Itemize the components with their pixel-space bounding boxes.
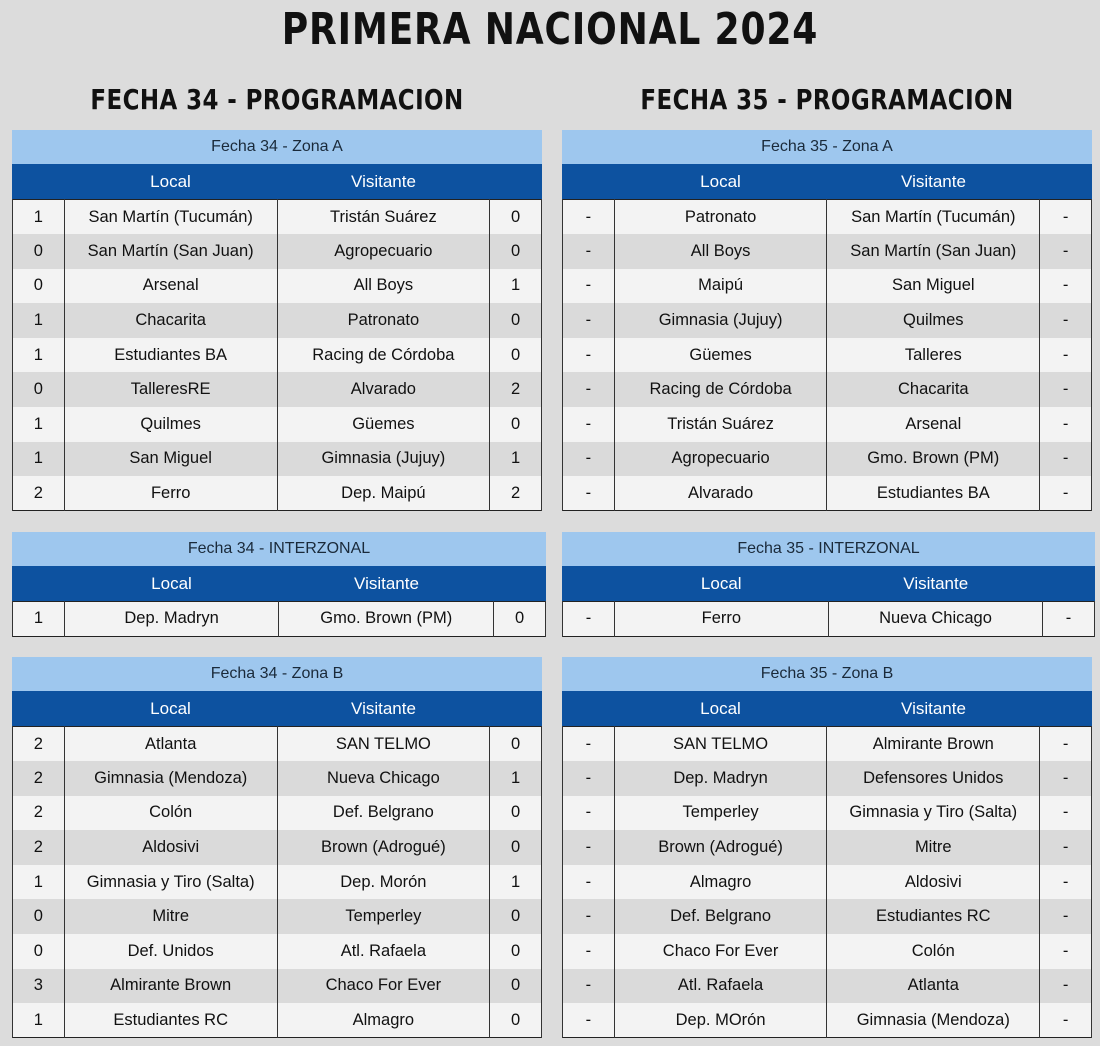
- visiting-team: Racing de Córdoba: [277, 338, 490, 373]
- match-row: [13, 865, 542, 900]
- visiting-team: San Martín (San Juan): [827, 234, 1040, 269]
- match-row: [563, 796, 1092, 831]
- fecha-34-heading: FECHA 34 - PROGRAMACION: [90, 83, 464, 116]
- away-score: 0: [490, 796, 542, 831]
- match-row: [13, 796, 542, 831]
- home-score: 0: [13, 269, 65, 304]
- home-score: -: [563, 372, 615, 407]
- fecha-35-interzonal: [562, 532, 1095, 637]
- away-score: -: [1040, 200, 1092, 235]
- visiting-team: Gmo. Brown (PM): [279, 602, 494, 637]
- home-score: 2: [13, 796, 65, 831]
- home-score: 1: [13, 442, 65, 477]
- home-score: 0: [13, 372, 65, 407]
- match-row: [563, 899, 1092, 934]
- local-team: Estudiantes RC: [64, 1003, 277, 1038]
- away-score: -: [1040, 934, 1092, 969]
- away-score: -: [1040, 761, 1092, 796]
- home-score: -: [563, 407, 615, 442]
- visiting-team: Brown (Adrogué): [277, 830, 490, 865]
- local-team: Racing de Córdoba: [614, 372, 827, 407]
- away-score: 1: [490, 761, 542, 796]
- visitante-column-label: Visitante: [901, 698, 966, 718]
- local-team: Def. Unidos: [64, 934, 277, 969]
- local-team: Dep. MOrón: [614, 1003, 827, 1038]
- local-team: Gimnasia (Jujuy): [614, 303, 827, 338]
- local-team: Quilmes: [64, 407, 277, 442]
- local-team: Colón: [64, 796, 277, 831]
- local-team: Atl. Rafaela: [614, 969, 827, 1004]
- home-score: -: [563, 899, 615, 934]
- local-column-label: Local: [700, 171, 741, 191]
- visiting-team: Tristán Suárez: [277, 200, 490, 235]
- visiting-team: Arsenal: [827, 407, 1040, 442]
- local-team: Alvarado: [614, 476, 827, 511]
- local-team: Temperley: [614, 796, 827, 831]
- column-header: [562, 164, 1092, 199]
- match-row: [563, 200, 1092, 235]
- local-team: Gimnasia y Tiro (Salta): [64, 865, 277, 900]
- match-row: [563, 761, 1092, 796]
- visiting-team: Quilmes: [827, 303, 1040, 338]
- matches-table: [562, 601, 1095, 637]
- visiting-team: Nueva Chicago: [828, 602, 1042, 637]
- fecha-34-zona-a: [12, 130, 542, 511]
- home-score: 1: [13, 303, 65, 338]
- visiting-team: Talleres: [827, 338, 1040, 373]
- fecha-35-heading: FECHA 35 - PROGRAMACION: [640, 83, 1014, 116]
- visiting-team: Almagro: [277, 1003, 490, 1038]
- home-score: 0: [13, 899, 65, 934]
- local-team: SAN TELMO: [614, 727, 827, 762]
- match-row: [563, 830, 1092, 865]
- away-score: -: [1040, 796, 1092, 831]
- visiting-team: Nueva Chicago: [277, 761, 490, 796]
- match-row: [563, 969, 1092, 1004]
- home-score: -: [563, 338, 615, 373]
- local-team: TalleresRE: [64, 372, 277, 407]
- home-score: 2: [13, 727, 65, 762]
- away-score: -: [1040, 727, 1092, 762]
- local-team: San Martín (Tucumán): [64, 200, 277, 235]
- match-row: [13, 727, 542, 762]
- match-row: [13, 200, 542, 235]
- away-score: -: [1040, 372, 1092, 407]
- matches-table: [12, 601, 546, 637]
- away-score: 1: [490, 442, 542, 477]
- visiting-team: Alvarado: [277, 372, 490, 407]
- visiting-team: Gimnasia (Jujuy): [277, 442, 490, 477]
- match-row: [563, 865, 1092, 900]
- match-row: [563, 269, 1092, 304]
- local-team: Ferro: [614, 602, 828, 637]
- away-score: -: [1040, 899, 1092, 934]
- match-row: [563, 338, 1092, 373]
- column-header: [12, 691, 542, 726]
- zone-title: Fecha 34 - INTERZONAL: [12, 532, 546, 566]
- match-row: [13, 1003, 542, 1038]
- home-score: -: [563, 200, 615, 235]
- home-score: -: [563, 442, 615, 477]
- match-row: [563, 407, 1092, 442]
- home-score: -: [563, 969, 615, 1004]
- local-team: Def. Belgrano: [614, 899, 827, 934]
- local-team: All Boys: [614, 234, 827, 269]
- match-row: [563, 1003, 1092, 1038]
- home-score: 1: [13, 1003, 65, 1038]
- away-score: -: [1040, 269, 1092, 304]
- matches-table: [562, 199, 1092, 511]
- matches-table: [12, 199, 542, 511]
- local-team: Maipú: [614, 269, 827, 304]
- visiting-team: Atlanta: [827, 969, 1040, 1004]
- local-team: Aldosivi: [64, 830, 277, 865]
- zone-title: Fecha 34 - Zona B: [12, 657, 542, 691]
- visitante-column-label: Visitante: [903, 573, 969, 593]
- visiting-team: Patronato: [277, 303, 490, 338]
- visiting-team: Gmo. Brown (PM): [827, 442, 1040, 477]
- local-column-label: Local: [150, 698, 191, 718]
- local-team: Estudiantes BA: [64, 338, 277, 373]
- match-row: [13, 969, 542, 1004]
- home-score: 2: [13, 476, 65, 511]
- local-team: Arsenal: [64, 269, 277, 304]
- away-score: 0: [490, 234, 542, 269]
- matches-table: [562, 726, 1092, 1038]
- home-score: 2: [13, 761, 65, 796]
- zone-title: Fecha 35 - Zona B: [562, 657, 1092, 691]
- away-score: -: [1043, 602, 1095, 637]
- away-score: 1: [490, 865, 542, 900]
- match-row: [563, 727, 1092, 762]
- visiting-team: San Miguel: [827, 269, 1040, 304]
- visitante-column-label: Visitante: [354, 573, 419, 593]
- local-column-label: Local: [151, 573, 192, 593]
- away-score: 0: [490, 934, 542, 969]
- zone-title: Fecha 34 - Zona A: [12, 130, 542, 164]
- local-team: Agropecuario: [614, 442, 827, 477]
- home-score: -: [563, 830, 615, 865]
- local-team: Gimnasia (Mendoza): [64, 761, 277, 796]
- local-column-label: Local: [700, 573, 742, 593]
- home-score: -: [563, 602, 615, 637]
- visiting-team: Agropecuario: [277, 234, 490, 269]
- visiting-team: Dep. Morón: [277, 865, 490, 900]
- home-score: -: [563, 796, 615, 831]
- away-score: -: [1040, 830, 1092, 865]
- page-title: PRIMERA NACIONAL 2024: [281, 4, 819, 55]
- match-row: [13, 269, 542, 304]
- local-team: Patronato: [614, 200, 827, 235]
- match-row: [13, 899, 542, 934]
- visiting-team: SAN TELMO: [277, 727, 490, 762]
- visiting-team: Estudiantes BA: [827, 476, 1040, 511]
- away-score: 0: [490, 338, 542, 373]
- visiting-team: Aldosivi: [827, 865, 1040, 900]
- match-row: [13, 442, 542, 477]
- column-header: [12, 164, 542, 199]
- visiting-team: All Boys: [277, 269, 490, 304]
- local-team: Ferro: [64, 476, 277, 511]
- home-score: 0: [13, 234, 65, 269]
- home-score: 1: [13, 407, 65, 442]
- match-row: [563, 476, 1092, 511]
- local-column-label: Local: [700, 698, 741, 718]
- match-row: [563, 442, 1092, 477]
- away-score: 2: [490, 476, 542, 511]
- visiting-team: Mitre: [827, 830, 1040, 865]
- visiting-team: Estudiantes RC: [827, 899, 1040, 934]
- fecha-34-interzonal: [12, 532, 546, 637]
- away-score: 0: [490, 303, 542, 338]
- local-team: Chacarita: [64, 303, 277, 338]
- visiting-team: Atl. Rafaela: [277, 934, 490, 969]
- match-row: [13, 338, 542, 373]
- away-score: 0: [490, 830, 542, 865]
- match-row: [13, 934, 542, 969]
- match-row: [13, 303, 542, 338]
- visitante-column-label: Visitante: [901, 171, 966, 191]
- home-score: -: [563, 1003, 615, 1038]
- visiting-team: Almirante Brown: [827, 727, 1040, 762]
- local-team: San Martín (San Juan): [64, 234, 277, 269]
- match-row: [563, 602, 1095, 637]
- local-team: Dep. Madryn: [614, 761, 827, 796]
- home-score: 1: [13, 602, 65, 637]
- away-score: 1: [490, 269, 542, 304]
- away-score: 0: [490, 200, 542, 235]
- match-row: [13, 830, 542, 865]
- home-score: -: [563, 234, 615, 269]
- match-row: [13, 372, 542, 407]
- away-score: 2: [490, 372, 542, 407]
- away-score: 0: [490, 1003, 542, 1038]
- fecha-35-zona-a: [562, 130, 1092, 511]
- column-header: [562, 691, 1092, 726]
- fecha-35-zona-b: [562, 657, 1092, 1038]
- home-score: 0: [13, 934, 65, 969]
- zone-title: Fecha 35 - Zona A: [562, 130, 1092, 164]
- away-score: 0: [490, 727, 542, 762]
- visiting-team: Defensores Unidos: [827, 761, 1040, 796]
- local-team: Mitre: [64, 899, 277, 934]
- away-score: 0: [490, 969, 542, 1004]
- visiting-team: Chacarita: [827, 372, 1040, 407]
- away-score: 0: [490, 407, 542, 442]
- match-row: [13, 234, 542, 269]
- match-row: [563, 372, 1092, 407]
- home-score: -: [563, 865, 615, 900]
- match-row: [13, 602, 546, 637]
- match-row: [13, 476, 542, 511]
- home-score: -: [563, 269, 615, 304]
- visitante-column-label: Visitante: [351, 171, 416, 191]
- home-score: 1: [13, 200, 65, 235]
- home-score: 1: [13, 865, 65, 900]
- away-score: -: [1040, 407, 1092, 442]
- local-team: Tristán Suárez: [614, 407, 827, 442]
- home-score: 3: [13, 969, 65, 1004]
- away-score: 0: [494, 602, 546, 637]
- match-row: [13, 761, 542, 796]
- away-score: -: [1040, 476, 1092, 511]
- home-score: -: [563, 727, 615, 762]
- local-column-label: Local: [150, 171, 191, 191]
- matches-table: [12, 726, 542, 1038]
- home-score: 2: [13, 830, 65, 865]
- zone-title: Fecha 35 - INTERZONAL: [562, 532, 1095, 566]
- column-header: [12, 566, 546, 601]
- match-row: [563, 234, 1092, 269]
- home-score: -: [563, 934, 615, 969]
- local-team: Almagro: [614, 865, 827, 900]
- visiting-team: Güemes: [277, 407, 490, 442]
- local-team: Güemes: [614, 338, 827, 373]
- visiting-team: Def. Belgrano: [277, 796, 490, 831]
- home-score: -: [563, 761, 615, 796]
- visiting-team: Gimnasia (Mendoza): [827, 1003, 1040, 1038]
- visiting-team: Colón: [827, 934, 1040, 969]
- visitante-column-label: Visitante: [351, 698, 416, 718]
- match-row: [13, 407, 542, 442]
- match-row: [563, 303, 1092, 338]
- away-score: -: [1040, 865, 1092, 900]
- away-score: -: [1040, 1003, 1092, 1038]
- home-score: 1: [13, 338, 65, 373]
- fecha-34-zona-b: [12, 657, 542, 1038]
- match-row: [563, 934, 1092, 969]
- away-score: -: [1040, 338, 1092, 373]
- away-score: 0: [490, 899, 542, 934]
- visiting-team: Chaco For Ever: [277, 969, 490, 1004]
- away-score: -: [1040, 234, 1092, 269]
- local-team: San Miguel: [64, 442, 277, 477]
- away-score: -: [1040, 442, 1092, 477]
- local-team: Chaco For Ever: [614, 934, 827, 969]
- local-team: Dep. Madryn: [64, 602, 279, 637]
- visiting-team: San Martín (Tucumán): [827, 200, 1040, 235]
- local-team: Almirante Brown: [64, 969, 277, 1004]
- local-team: Atlanta: [64, 727, 277, 762]
- visiting-team: Temperley: [277, 899, 490, 934]
- column-header: [562, 566, 1095, 601]
- away-score: -: [1040, 969, 1092, 1004]
- visiting-team: Gimnasia y Tiro (Salta): [827, 796, 1040, 831]
- away-score: -: [1040, 303, 1092, 338]
- home-score: -: [563, 476, 615, 511]
- local-team: Brown (Adrogué): [614, 830, 827, 865]
- visiting-team: Dep. Maipú: [277, 476, 490, 511]
- home-score: -: [563, 303, 615, 338]
